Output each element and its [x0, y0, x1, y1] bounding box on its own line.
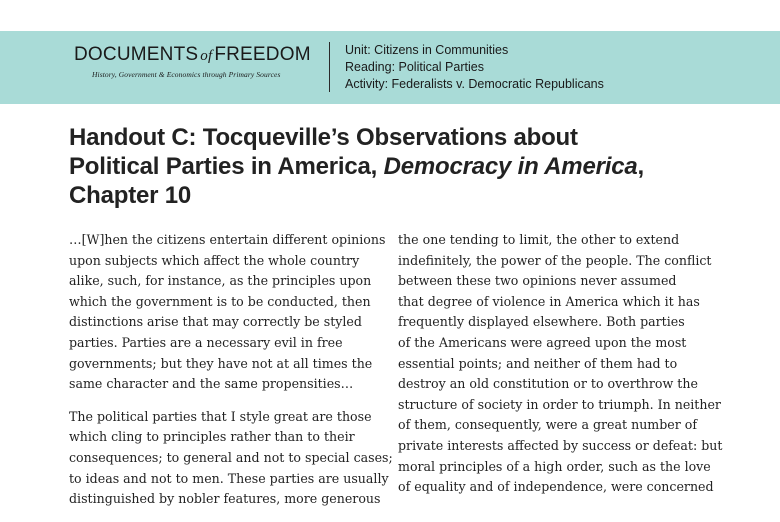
- header-banner: [0, 31, 780, 104]
- activity-label: Activity: Federalists v. Democratic Republicans: [345, 77, 604, 91]
- left-paragraph-1: [69, 230, 387, 395]
- brand-tagline: History, Government & Economics through Primary Sources: [92, 70, 281, 79]
- header-divider: [329, 42, 330, 92]
- left-column: [69, 230, 393, 522]
- text-line: structure of society in order to triumph. In neither: [398, 396, 721, 412]
- text-line: moral principles of a high order, such as the love: [398, 458, 711, 474]
- text-line: same character and the same propensities…: [69, 376, 354, 392]
- title-line-2c: ,: [637, 153, 644, 180]
- text-line: alike, such, for instance, as the principles upon: [69, 273, 372, 289]
- right-column: [398, 230, 723, 510]
- text-line: of them, consequently, were a great number of: [398, 417, 698, 433]
- title-book-name: Democracy in America: [383, 153, 638, 180]
- text-line: which the government is to be conducted, then: [69, 293, 371, 309]
- text-line: that degree of violence in America which it has: [398, 293, 700, 309]
- text-line: distinctions arise that may correctly be styled: [69, 314, 362, 330]
- text-line: the one tending to limit, the other to extend: [398, 232, 680, 247]
- text-line: governments; but they have not at all times the: [69, 355, 373, 371]
- text-line: upon subjects which affect the whole country: [69, 252, 360, 268]
- title-line-3: Chapter 10: [69, 182, 192, 209]
- text-line: consequences; to general and not to special cases;: [69, 449, 393, 465]
- text-line: between these two opinions never assumed: [398, 273, 677, 289]
- right-paragraph-1: [398, 230, 723, 498]
- brand-title: [74, 44, 322, 67]
- text-line: The political parties that I style great are those: [69, 408, 372, 424]
- text-line: to ideas and not to men. These parties are usually: [69, 470, 389, 486]
- text-line: essential points; and neither of them had to: [398, 355, 678, 371]
- text-line: parties. Parties are a necessary evil in free: [69, 334, 343, 350]
- brand-logo: [74, 44, 322, 79]
- text-line: …[W]hen the citizens entertain different opinions: [69, 232, 386, 247]
- brand-word-of: of: [200, 48, 213, 64]
- unit-label: Unit: Citizens in Communities: [345, 43, 509, 57]
- brand-word-documents: DOCUMENTS: [74, 44, 199, 65]
- lesson-meta: [345, 42, 604, 93]
- text-line: of the Americans were agreed upon the most: [398, 334, 687, 350]
- text-line: destroy an old constitution or to overthrow the: [398, 376, 698, 392]
- text-line: which cling to principles rather than to their: [69, 429, 355, 445]
- handout-title: [69, 123, 729, 210]
- text-line: private interests affected by success or defeat: but: [398, 437, 723, 453]
- reading-label: Reading: Political Parties: [345, 60, 484, 74]
- text-line: frequently displayed elsewhere. Both parties: [398, 314, 685, 330]
- title-line-2a: Political Parties in America,: [69, 153, 384, 180]
- text-line: distinguished by nobler features, more generous: [69, 491, 381, 507]
- brand-word-freedom: FREEDOM: [214, 44, 311, 65]
- left-paragraph-2: [69, 407, 393, 510]
- title-line-1: Handout C: Tocqueville’s Observations about: [69, 124, 578, 151]
- text-line: indefinitely, the power of the people. The conflict: [398, 252, 712, 268]
- text-line: of equality and of independence, were concerned: [398, 479, 714, 495]
